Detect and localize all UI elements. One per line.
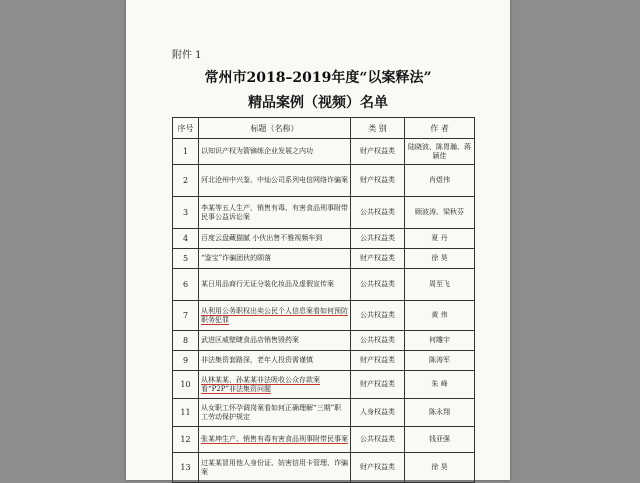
row-number: [173, 371, 199, 399]
row-author-text: 陈涛军: [429, 356, 450, 364]
row-author: [405, 427, 475, 453]
row-category-text: 公共权益类: [360, 234, 395, 242]
row-category: [351, 351, 405, 371]
row-title-text: 以知识产权为箭镝练企业发展之内功: [201, 147, 313, 155]
table-row: [173, 351, 475, 371]
row-category-text: 公共权益类: [360, 311, 395, 319]
row-category-text: 财产权益类: [360, 356, 395, 364]
row-author-text: 顾波涛、梁秋芬: [415, 208, 464, 216]
row-number: [173, 331, 199, 351]
row-number-text: 13: [180, 463, 191, 472]
row-title: [199, 139, 351, 165]
row-author: [405, 351, 475, 371]
document-page: [126, 0, 510, 480]
row-title: [199, 331, 351, 351]
row-number-text: 10: [180, 380, 191, 389]
row-number: [173, 269, 199, 301]
row-number-text: 2: [182, 176, 189, 185]
table-row: [173, 197, 475, 229]
row-number: [173, 453, 199, 483]
row-title: [199, 371, 351, 399]
row-author: [405, 269, 475, 301]
row-title-text: 武进区威壁睫食品店销售毁药案: [201, 336, 299, 344]
row-author-text: 钱亚强: [429, 435, 450, 443]
header-category: 类 别: [351, 118, 405, 139]
row-category-text: 财产权益类: [360, 176, 395, 184]
row-category-text: 公共权益类: [360, 280, 395, 288]
row-author-text: 周至飞: [429, 280, 450, 288]
row-author: [405, 371, 475, 399]
row-number-text: 5: [182, 254, 189, 263]
row-number-text: 7: [182, 311, 189, 320]
row-title: [199, 249, 351, 269]
row-category-text: 财产权益类: [360, 463, 395, 471]
row-number: [173, 249, 199, 269]
row-title: [199, 229, 351, 249]
table-row: [173, 165, 475, 197]
row-author-text: 朱 峰: [431, 380, 448, 388]
row-title: [199, 301, 351, 331]
document-title: 常州市2018–2019年度“以案释法”: [204, 70, 432, 86]
row-category: [351, 139, 405, 165]
header-title: 标题（名称）: [199, 118, 351, 139]
row-category-text: 财产权益类: [360, 380, 395, 388]
table-row: [173, 371, 475, 399]
row-number: [173, 301, 199, 331]
row-title-text: 过某某冒用他人身份证、妨害信用卡管理、诈骗案: [201, 458, 348, 476]
case-list-table: [172, 117, 475, 483]
row-author-text: 肖煜伟: [429, 176, 450, 184]
attachment-label: 附件 1: [172, 50, 202, 61]
table-row: [173, 301, 475, 331]
row-number-text: 3: [182, 208, 189, 217]
row-category-text: 财产权益类: [360, 254, 395, 262]
row-title: [199, 197, 351, 229]
row-author: [405, 301, 475, 331]
row-author: [405, 249, 475, 269]
row-category-text: 财产权益类: [360, 147, 395, 155]
row-number-text: 6: [182, 280, 189, 289]
row-author: [405, 331, 475, 351]
row-author-text: 黄 伟: [431, 311, 448, 319]
row-number-text: 8: [182, 336, 189, 345]
row-category: [351, 301, 405, 331]
row-author-text: 徐 昊: [431, 463, 448, 471]
row-category: [351, 249, 405, 269]
row-author-text: 陈永翔: [429, 408, 450, 416]
row-category: [351, 427, 405, 453]
row-title: [199, 351, 351, 371]
row-title: [199, 427, 351, 453]
row-author: [405, 165, 475, 197]
row-number: [173, 197, 199, 229]
row-author-text: 夏 丹: [431, 234, 448, 242]
row-title-text: 从女职工怀孕调岗案看如何正确理解“三期”职工劳动保护规定: [201, 403, 342, 421]
row-author: [405, 453, 475, 483]
table-row: [173, 139, 475, 165]
row-category: [351, 165, 405, 197]
row-category: [351, 197, 405, 229]
row-title-text: 河北沧州中兴鉴、中灿公司系列电信网络诈骗案: [201, 176, 348, 184]
row-title: [199, 165, 351, 197]
table-row: [173, 249, 475, 269]
row-author: [405, 197, 475, 229]
row-category: [351, 399, 405, 427]
row-category-text: 公共权益类: [360, 435, 395, 443]
row-category-text: 人身权益类: [360, 408, 395, 416]
row-title-text: 非法集资套路深，老年人投资需谨慎: [201, 356, 313, 364]
header-author: 作 者: [405, 118, 475, 139]
row-title-text: 百度云盘藏猫腻 小伙出售不雅视频车到: [201, 234, 323, 242]
row-number-text: 1: [182, 147, 189, 156]
row-category: [351, 371, 405, 399]
table-row: [173, 331, 475, 351]
table-row: [173, 399, 475, 427]
table-row: [173, 269, 475, 301]
row-title-text: 从利用公务职权出卖公民个人信息案看如何预防职务犯罪: [201, 306, 348, 324]
row-category: [351, 453, 405, 483]
row-number: [173, 351, 199, 371]
row-number: [173, 427, 199, 453]
row-number-text: 9: [182, 356, 189, 365]
row-author: [405, 399, 475, 427]
document-subtitle: 精品案例（视频）名单: [248, 95, 388, 111]
header-number: 序号: [173, 118, 199, 139]
row-number-text: 4: [182, 234, 189, 243]
row-number: [173, 399, 199, 427]
row-author-text: 陆晓波、陈胃瀚、蒋颖佳: [408, 142, 471, 160]
row-author-text: 徐 昊: [431, 254, 448, 262]
table-row: [173, 427, 475, 453]
row-title: [199, 269, 351, 301]
row-number: [173, 139, 199, 165]
table-row: [173, 229, 475, 249]
row-author: [405, 139, 475, 165]
row-category: [351, 229, 405, 249]
table-row: [173, 453, 475, 483]
row-category: [351, 331, 405, 351]
row-number-text: 12: [180, 435, 191, 444]
row-number: [173, 229, 199, 249]
table-header-row: [173, 118, 475, 139]
row-title: [199, 453, 351, 483]
row-category: [351, 269, 405, 301]
row-author-text: 何雕宇: [429, 336, 450, 344]
row-number: [173, 165, 199, 197]
row-number-text: 11: [180, 408, 191, 417]
row-category-text: 公共权益类: [360, 336, 395, 344]
row-title: [199, 399, 351, 427]
row-title-text: 张某坤生产、销售有毒有害食品刑事附带民事案: [201, 435, 348, 443]
row-title-text: “鉴宝”诈骗团伙的陨落: [201, 254, 272, 262]
row-title-text: 某日用品商行无证分装化妆品及虚假宣传案: [201, 280, 334, 288]
row-title-text: 李某等五人生产、销售有毒、有害食品刑事附带民事公益诉讼案: [201, 203, 348, 221]
row-author: [405, 229, 475, 249]
row-category-text: 公共权益类: [360, 208, 395, 216]
row-title-text: 从林某某、孙某某非法吸收公众存款案看“P2P”非法集资问题: [201, 375, 320, 393]
